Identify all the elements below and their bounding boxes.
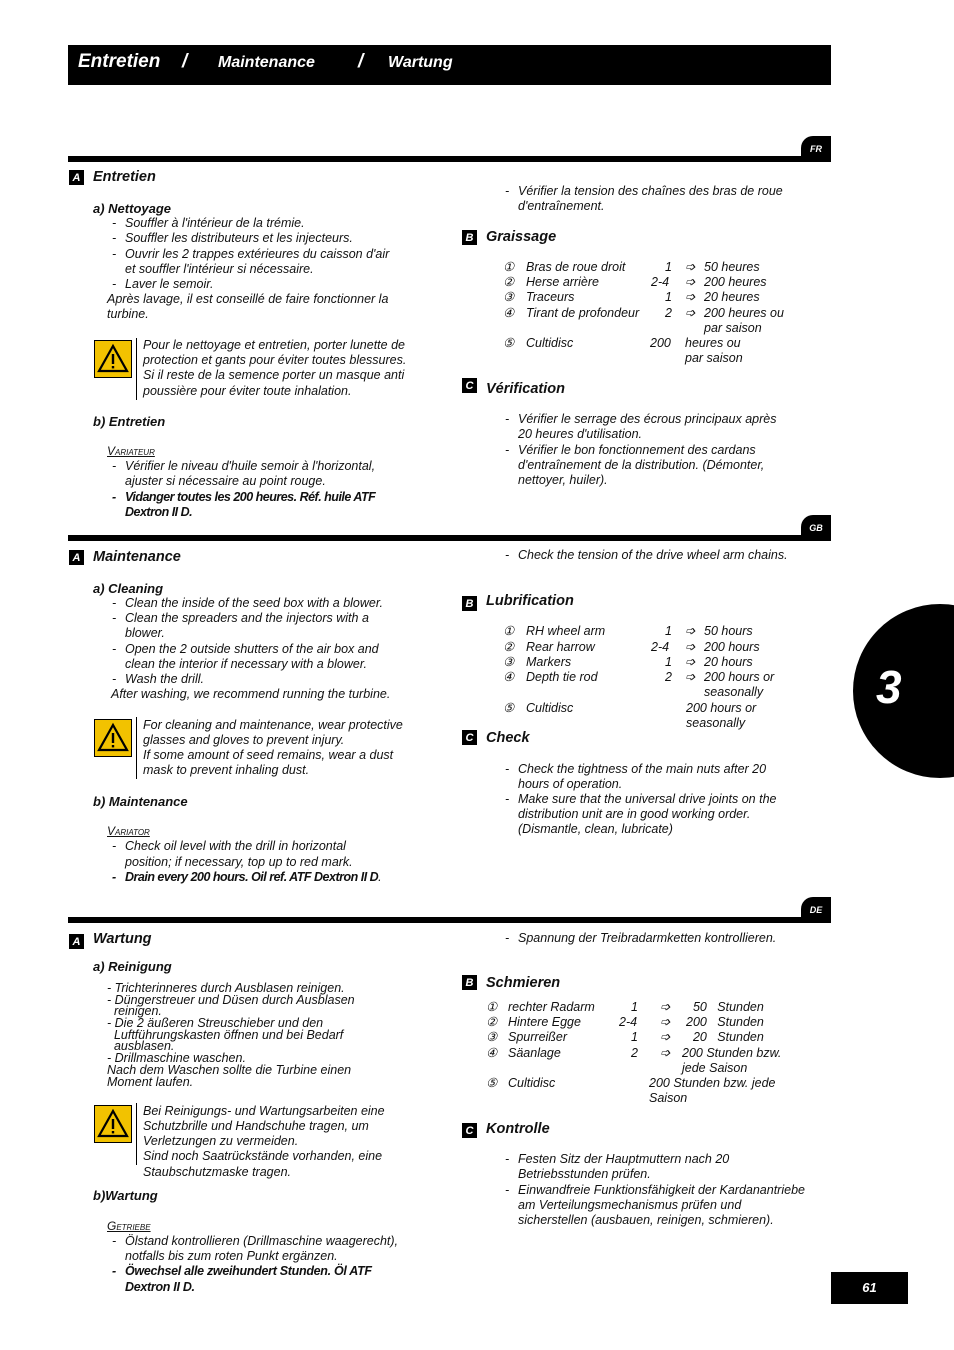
subsection-title: b) Entretien <box>93 414 166 429</box>
section-letter-a: A <box>69 550 84 565</box>
list-item: Luftführungskasten öffnen und bei Bedarf <box>107 1028 344 1042</box>
list-item: nettoyer, huiler). <box>518 473 608 487</box>
list-item: Check oil level with the drill in horizontal <box>125 839 346 853</box>
list-item: 20 heures d'utilisation. <box>518 427 642 441</box>
list-item: Check the tightness of the main nuts after 20 <box>518 762 767 776</box>
list-item: Vérifier la tension des chaînes des bras de roue <box>518 184 783 198</box>
list-item: - Trichterinneres durch Ausblasen reinigen. <box>107 981 345 995</box>
paragraph: After washing, we recommend running the turbine. <box>111 687 391 701</box>
subsection-title: a) Reinigung <box>93 959 172 974</box>
warning-divider <box>136 338 137 400</box>
list-item: reinigen. <box>107 1004 162 1018</box>
warning-text: Staubschutzmaske tragen. <box>143 1165 291 1179</box>
subsection-title: b) Maintenance <box>93 794 188 809</box>
section-rule-gb <box>68 535 831 541</box>
paragraph: turbine. <box>107 307 149 321</box>
list-item-bold: Vidanger toutes les 200 heures. Réf. huile ATF <box>125 490 376 504</box>
section-rule-fr <box>68 156 831 162</box>
warning-text: Bei Reinigungs- und Wartungsarbeiten eine <box>143 1104 385 1118</box>
list-item: blower. <box>125 626 165 640</box>
section-title: Kontrolle <box>486 1121 550 1137</box>
list-item: (Dismantle, clean, lubricate) <box>518 822 673 836</box>
list-item: d'entraînement de la distribution. (Démonter, <box>518 458 765 472</box>
list-item: Souffler les distributeurs et les injecteurs. <box>125 231 353 245</box>
header-title-fr: Entretien <box>78 51 161 72</box>
paragraph: Nach dem Waschen sollte die Turbine einen <box>107 1063 352 1077</box>
subsection-title: a) Nettoyage <box>93 201 172 216</box>
list-item: Clean the spreaders and the injectors with a <box>125 611 369 625</box>
list-item: - Drillmaschine waschen. <box>107 1051 246 1065</box>
list-item: Vérifier le serrage des écrous principaux après <box>518 412 777 426</box>
list-item: Make sure that the universal drive joints on the <box>518 792 777 806</box>
warning-text: For cleaning and maintenance, wear protective <box>143 718 403 732</box>
paragraph: Moment laufen. <box>107 1075 194 1089</box>
list-item: sicherstellen (ausbauen, reinigen, schmieren). <box>518 1213 774 1227</box>
list-item: ajuster si nécessaire au point rouge. <box>125 474 326 488</box>
section-letter-b: B <box>462 975 477 990</box>
list-item: Spannung der Treibradarmketten kontrollieren. <box>518 931 777 945</box>
list-item: Vérifier le bon fonctionnement des cardans <box>518 443 756 457</box>
warning-text: protection et gants pour éviter toutes blessures. <box>143 353 407 367</box>
warning-text: Si il reste de la semence porter un masque anti <box>143 368 405 382</box>
list-item: notfalls bis zum roten Punkt ergänzen. <box>125 1249 338 1263</box>
header-title-gb: Maintenance <box>218 54 315 71</box>
warning-divider <box>136 717 137 779</box>
list-item: position; if necessary, top up to red mark. <box>125 855 353 869</box>
page-number: 61 <box>831 1272 908 1304</box>
list-item: Open the 2 outside shutters of the air box and <box>125 642 379 656</box>
warning-icon <box>94 340 132 378</box>
section-title: Vérification <box>486 381 565 397</box>
warning-text: mask to prevent inhaling dust. <box>143 763 310 777</box>
page-header-bar <box>68 45 831 85</box>
section-letter-a: A <box>69 170 84 185</box>
variator-label: Getriebe <box>107 1219 151 1233</box>
subsection-title: a) Cleaning <box>93 581 164 596</box>
list-item: clean the interior if necessary with a blower. <box>125 657 368 671</box>
section-letter-b: B <box>462 596 477 611</box>
list-item: Clean the inside of the seed box with a blower. <box>125 596 384 610</box>
list-item: Laver le semoir. <box>125 277 214 291</box>
list-item: - Düngerstreuer und Düsen durch Ausblasen <box>107 993 355 1007</box>
list-item: Vérifier le niveau d'huile semoir à l'horizontal, <box>125 459 376 473</box>
section-letter-b: B <box>462 230 477 245</box>
warning-icon <box>94 1105 132 1143</box>
warning-divider <box>136 1103 137 1165</box>
header-separator: / <box>182 51 188 72</box>
section-letter-c: C <box>462 1123 477 1138</box>
section-title: Lubrification <box>486 593 574 609</box>
list-item: Betriebsstunden prüfen. <box>518 1167 651 1181</box>
warning-icon <box>94 719 132 757</box>
warning-text: Verletzungen zu vermeiden. <box>143 1134 299 1148</box>
section-rule-de <box>68 917 831 923</box>
list-item: d'entraînement. <box>518 199 605 213</box>
list-item: Wash the drill. <box>125 672 204 686</box>
section-title: Graissage <box>486 229 557 245</box>
list-item: ausblasen. <box>107 1039 175 1053</box>
list-item-bold: Dextron II D. <box>125 505 193 519</box>
list-item: Ölstand kontrollieren (Drillmaschine waagerecht), <box>125 1234 399 1248</box>
section-title: Check <box>486 730 530 746</box>
paragraph: Après lavage, il est conseillé de faire fonctionner la <box>107 292 389 306</box>
subsection-title: b)Wartung <box>93 1188 158 1203</box>
list-item: am Verteilungsmechanismus prüfen und <box>518 1198 742 1212</box>
header-title-de: Wartung <box>388 54 453 71</box>
section-letter-a: A <box>69 934 84 949</box>
warning-text: glasses and gloves to prevent injury. <box>143 733 345 747</box>
section-letter-c: C <box>462 730 477 745</box>
list-item: et souffler l'intérieur si nécessaire. <box>125 262 314 276</box>
chapter-number: 3 <box>876 661 902 713</box>
list-item: Check the tension of the drive wheel arm chains. <box>518 548 788 562</box>
list-item-bold: Drain every 200 hours. Oil ref. ATF Dextron II D. <box>125 870 382 884</box>
list-item: Ouvrir les 2 trappes extérieures du caisson d'air <box>125 247 390 261</box>
lang-tab-gb: GB <box>801 515 831 539</box>
section-title: Wartung <box>93 931 152 947</box>
list-item: - Die 2 äußeren Streuschieber und den <box>107 1016 324 1030</box>
list-item: Festen Sitz der Hauptmuttern nach 20 <box>518 1152 730 1166</box>
variator-label: Variator <box>107 824 150 838</box>
list-item: Einwandfreie Funktionsfähigkeit der Kardanantriebe <box>518 1183 805 1197</box>
warning-text: Pour le nettoyage et entretien, porter lunette de <box>143 338 405 352</box>
warning-text: Schutzbrille und Handschuhe tragen, um <box>143 1119 369 1133</box>
list-item: Souffler à l'intérieur de la trémie. <box>125 216 305 230</box>
header-separator: / <box>358 51 364 72</box>
chapter-tab <box>853 604 954 778</box>
section-title: Schmieren <box>486 975 561 991</box>
lang-tab-de: DE <box>801 897 831 921</box>
section-title: Entretien <box>93 169 156 185</box>
warning-text: poussière pour éviter toute inhalation. <box>143 384 352 398</box>
list-item-bold: Dextron II D. <box>125 1280 195 1294</box>
list-item: distribution unit are in good working order. <box>518 807 751 821</box>
list-item: hours of operation. <box>518 777 623 791</box>
list-item-bold: Öwechsel alle zweihundert Stunden. Öl ATF <box>125 1264 372 1278</box>
warning-text: If some amount of seed remains, wear a dust <box>143 748 394 762</box>
lang-tab-fr: FR <box>801 136 831 160</box>
variator-label: Variateur <box>107 444 155 458</box>
section-letter-c: C <box>462 378 477 393</box>
warning-text: Sind noch Saatrückstände vorhanden, eine <box>143 1149 383 1163</box>
section-title: Maintenance <box>93 549 181 565</box>
